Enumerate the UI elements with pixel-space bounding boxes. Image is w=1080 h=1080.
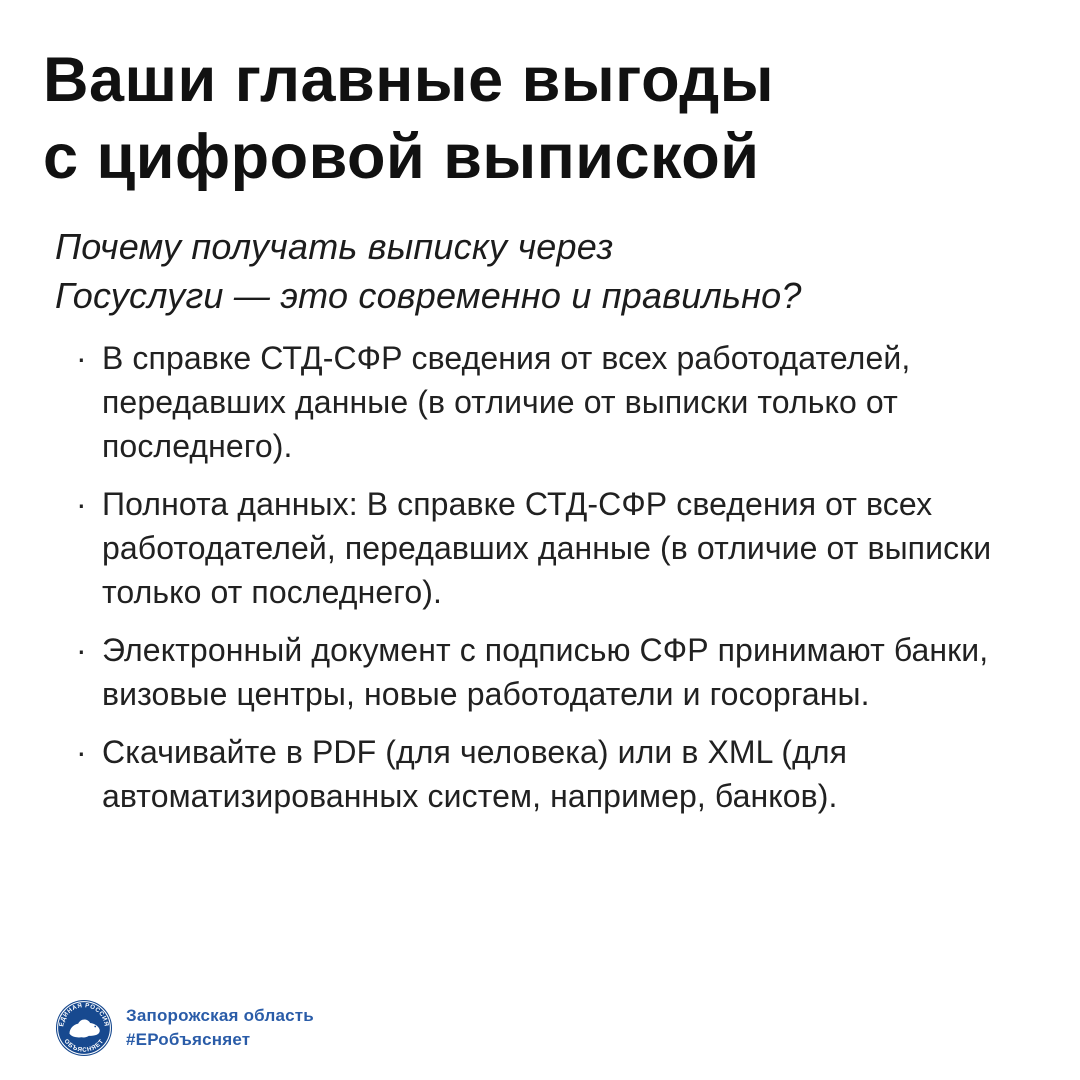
list-item bbox=[76, 730, 1006, 818]
bullet-dot-icon: · bbox=[76, 632, 87, 668]
hashtag-label: #ЕРобъясняет bbox=[126, 1030, 251, 1049]
page-title bbox=[43, 42, 774, 196]
page-title-line-2: с цифровой выпиской bbox=[43, 122, 760, 192]
list-item bbox=[76, 336, 1006, 468]
list-item bbox=[76, 628, 1006, 716]
logo-ring-text-bottom: ОБЪЯСНЯЕТ bbox=[62, 1037, 106, 1054]
page-title-line-1: Ваши главные выгоды bbox=[43, 45, 775, 115]
list-item-text: Электронный документ с подписью СФР принимают банки, визовые центры, новые работодатели и госорганы. bbox=[102, 632, 989, 712]
united-russia-logo-icon bbox=[55, 999, 113, 1057]
subtitle-line-2: Госуслуги — это современно и правильно? bbox=[55, 275, 802, 316]
bullet-dot-icon: · bbox=[76, 340, 87, 376]
benefits-list bbox=[76, 336, 1006, 818]
subtitle-line-1: Почему получать выписку через bbox=[55, 226, 614, 267]
list-item-text: Скачивайте в PDF (для человека) или в XML (для автоматизированных систем, например, банков). bbox=[102, 734, 848, 814]
list-item bbox=[76, 482, 1006, 614]
list-item-text: В справке СТД-СФР сведения от всех работодателей, передавших данные (в отличие от выписки только от последнего). bbox=[102, 340, 911, 464]
region-label: Запорожская область bbox=[126, 1006, 314, 1025]
subtitle bbox=[55, 222, 802, 320]
logo-ring-text-top: ЕДИНАЯ РОССИЯ bbox=[58, 1002, 110, 1028]
bullet-dot-icon: · bbox=[76, 734, 87, 770]
bullet-dot-icon: · bbox=[76, 486, 87, 522]
footer-text bbox=[126, 1004, 314, 1052]
list-item-text: Полнота данных: В справке СТД-СФР сведения от всех работодателей, передавших данные (в отличие от выписки только от последнего). bbox=[102, 486, 992, 610]
footer-branding bbox=[55, 999, 314, 1057]
